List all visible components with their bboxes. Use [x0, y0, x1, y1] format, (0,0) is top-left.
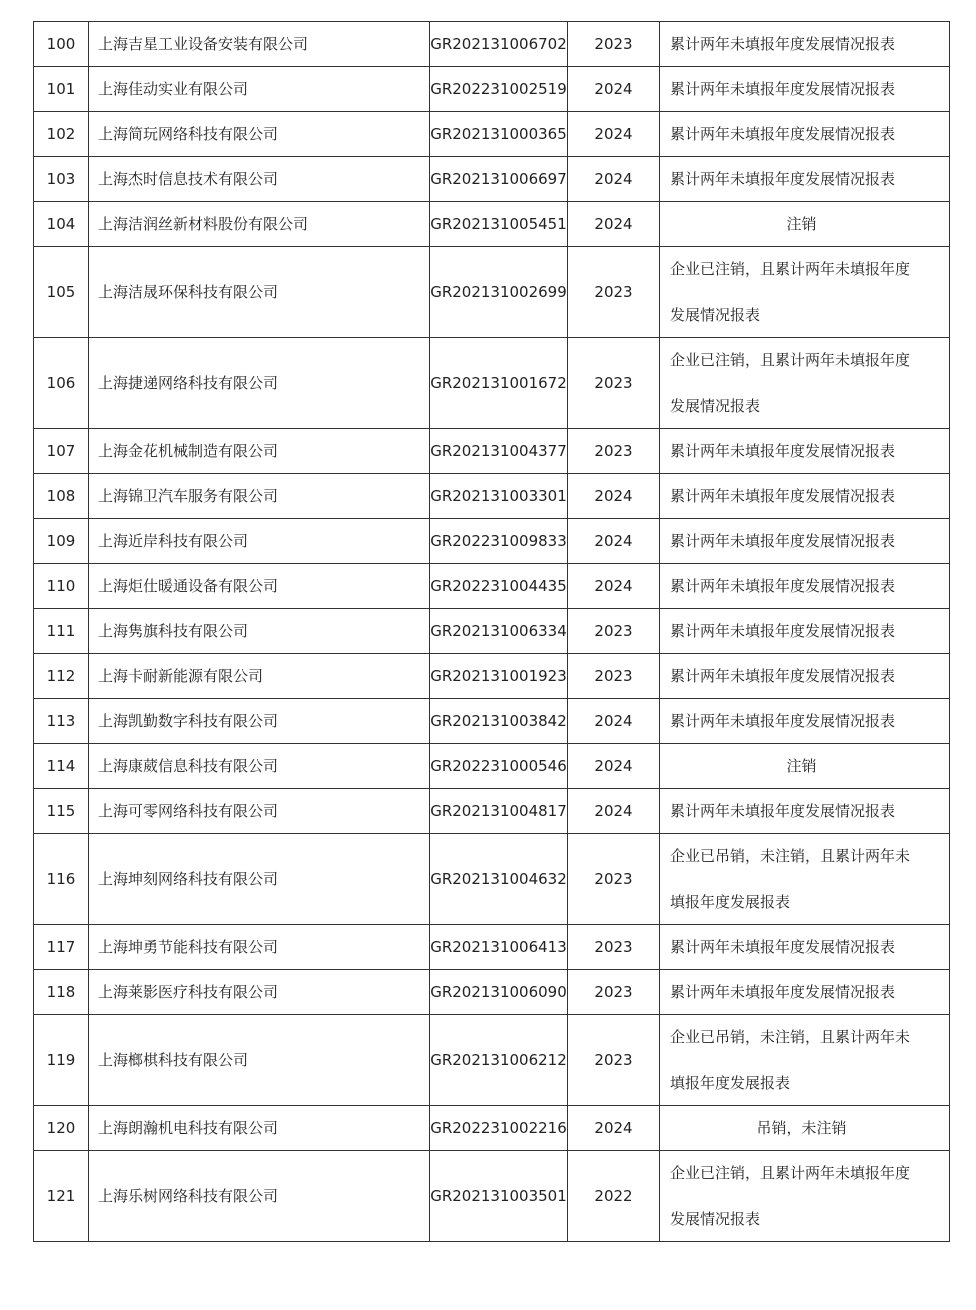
table-row	[34, 609, 950, 654]
row-number: 110	[34, 564, 89, 609]
status-line: 累计两年未填报年度发展情况报表	[670, 711, 896, 730]
status-line: 企业已吊销，未注销，且累计两年未	[670, 846, 911, 865]
company-name: 上海简玩网络科技有限公司	[89, 112, 430, 157]
year: 2024	[568, 744, 660, 789]
status-line: 吊销，未注销	[756, 1118, 847, 1137]
company-name: 上海佳动实业有限公司	[89, 67, 430, 112]
status-line: 发展情况报表	[670, 396, 761, 415]
row-number: 107	[34, 429, 89, 474]
year: 2024	[568, 1106, 660, 1151]
status-reason	[660, 970, 950, 1015]
certificate-number: GR202131004377	[430, 429, 568, 474]
year: 2022	[568, 1151, 660, 1242]
row-number: 118	[34, 970, 89, 1015]
table-row	[34, 699, 950, 744]
status-reason	[660, 247, 950, 338]
table-row	[34, 564, 950, 609]
table-row	[34, 157, 950, 202]
table-row	[34, 744, 950, 789]
company-name: 上海朗瀚机电科技有限公司	[89, 1106, 430, 1151]
table-body	[34, 22, 950, 1242]
status-reason	[660, 1151, 950, 1242]
certificate-number: GR202231000546	[430, 744, 568, 789]
status-line: 企业已吊销，未注销，且累计两年未	[670, 1027, 911, 1046]
certificate-number: GR202131004817	[430, 789, 568, 834]
certificate-number: GR202131006090	[430, 970, 568, 1015]
company-name: 上海坤刻网络科技有限公司	[89, 834, 430, 925]
certificate-number: GR202231004435	[430, 564, 568, 609]
company-name: 上海乐树网络科技有限公司	[89, 1151, 430, 1242]
company-name: 上海莱影医疗科技有限公司	[89, 970, 430, 1015]
year: 2024	[568, 474, 660, 519]
status-reason	[660, 834, 950, 925]
status-line: 累计两年未填报年度发展情况报表	[670, 666, 896, 685]
status-reason	[660, 338, 950, 429]
status-line: 累计两年未填报年度发展情况报表	[670, 79, 896, 98]
company-name: 上海可零网络科技有限公司	[89, 789, 430, 834]
year: 2024	[568, 112, 660, 157]
status-line: 累计两年未填报年度发展情况报表	[670, 441, 896, 460]
certificate-number: GR202131005451	[430, 202, 568, 247]
status-reason	[660, 112, 950, 157]
certificate-number: GR202131006697	[430, 157, 568, 202]
certificate-number: GR202131004632	[430, 834, 568, 925]
status-reason	[660, 519, 950, 564]
status-line: 累计两年未填报年度发展情况报表	[670, 34, 896, 53]
status-reason	[660, 744, 950, 789]
row-number: 111	[34, 609, 89, 654]
row-number: 113	[34, 699, 89, 744]
status-line: 累计两年未填报年度发展情况报表	[670, 486, 896, 505]
status-reason	[660, 1106, 950, 1151]
company-name: 上海康葳信息科技有限公司	[89, 744, 430, 789]
certificate-number: GR202131002699	[430, 247, 568, 338]
row-number: 120	[34, 1106, 89, 1151]
certificate-number: GR202131003842	[430, 699, 568, 744]
table-row	[34, 1151, 950, 1242]
year: 2023	[568, 654, 660, 699]
row-number: 101	[34, 67, 89, 112]
table-row	[34, 834, 950, 925]
certificate-number: GR202131003501	[430, 1151, 568, 1242]
status-line: 累计两年未填报年度发展情况报表	[670, 124, 896, 143]
year: 2023	[568, 1015, 660, 1106]
status-line: 注销	[786, 214, 817, 233]
status-line: 企业已注销，且累计两年未填报年度	[670, 1163, 911, 1182]
table-row	[34, 112, 950, 157]
status-line: 累计两年未填报年度发展情况报表	[670, 937, 896, 956]
row-number: 100	[34, 22, 89, 67]
status-line: 累计两年未填报年度发展情况报表	[670, 801, 896, 820]
document-page	[33, 21, 950, 1242]
year: 2024	[568, 564, 660, 609]
row-number: 102	[34, 112, 89, 157]
certificate-number: GR202131006334	[430, 609, 568, 654]
certificate-number: GR202131001923	[430, 654, 568, 699]
company-name: 上海金花机械制造有限公司	[89, 429, 430, 474]
row-number: 114	[34, 744, 89, 789]
table-row	[34, 925, 950, 970]
certificate-number: GR202131003301	[430, 474, 568, 519]
company-name: 上海卡耐新能源有限公司	[89, 654, 430, 699]
year: 2024	[568, 157, 660, 202]
row-number: 115	[34, 789, 89, 834]
row-number: 104	[34, 202, 89, 247]
status-line: 企业已注销，且累计两年未填报年度	[670, 350, 911, 369]
row-number: 105	[34, 247, 89, 338]
status-reason	[660, 699, 950, 744]
row-number: 108	[34, 474, 89, 519]
status-reason	[660, 789, 950, 834]
table-row	[34, 429, 950, 474]
table-row	[34, 247, 950, 338]
status-reason	[660, 925, 950, 970]
row-number: 112	[34, 654, 89, 699]
table-row	[34, 1015, 950, 1106]
certificate-number: GR202131001672	[430, 338, 568, 429]
table-row	[34, 654, 950, 699]
certificate-number: GR202131006413	[430, 925, 568, 970]
company-name: 上海吉星工业设备安装有限公司	[89, 22, 430, 67]
status-line: 填报年度发展报表	[670, 892, 791, 911]
year: 2023	[568, 247, 660, 338]
table-row	[34, 1106, 950, 1151]
status-reason	[660, 22, 950, 67]
company-name: 上海榔棋科技有限公司	[89, 1015, 430, 1106]
company-name: 上海炬仕暖通设备有限公司	[89, 564, 430, 609]
certificate-number: GR202131006702	[430, 22, 568, 67]
status-reason	[660, 202, 950, 247]
table-row	[34, 789, 950, 834]
year: 2023	[568, 429, 660, 474]
year: 2023	[568, 834, 660, 925]
company-name: 上海锦卫汽车服务有限公司	[89, 474, 430, 519]
year: 2023	[568, 925, 660, 970]
company-name: 上海杰时信息技术有限公司	[89, 157, 430, 202]
row-number: 103	[34, 157, 89, 202]
year: 2024	[568, 519, 660, 564]
table-row	[34, 67, 950, 112]
year: 2023	[568, 338, 660, 429]
certificate-number: GR202131000365	[430, 112, 568, 157]
row-number: 121	[34, 1151, 89, 1242]
year: 2024	[568, 202, 660, 247]
status-line: 企业已注销，且累计两年未填报年度	[670, 259, 911, 278]
year: 2023	[568, 22, 660, 67]
table-row	[34, 519, 950, 564]
certificate-number: GR202231002519	[430, 67, 568, 112]
status-line: 注销	[786, 756, 817, 775]
status-reason	[660, 564, 950, 609]
row-number: 109	[34, 519, 89, 564]
company-name: 上海捷递网络科技有限公司	[89, 338, 430, 429]
row-number: 119	[34, 1015, 89, 1106]
status-line: 累计两年未填报年度发展情况报表	[670, 982, 896, 1001]
company-name: 上海凯勤数字科技有限公司	[89, 699, 430, 744]
table-row	[34, 22, 950, 67]
year: 2023	[568, 609, 660, 654]
table-row	[34, 202, 950, 247]
certificate-number: GR202231009833	[430, 519, 568, 564]
company-name: 上海洁润丝新材料股份有限公司	[89, 202, 430, 247]
year: 2023	[568, 970, 660, 1015]
status-line: 填报年度发展报表	[670, 1073, 791, 1092]
year: 2024	[568, 699, 660, 744]
certificate-number: GR202231002216	[430, 1106, 568, 1151]
year: 2024	[568, 67, 660, 112]
status-reason	[660, 1015, 950, 1106]
certificate-number: GR202131006212	[430, 1015, 568, 1106]
status-line: 累计两年未填报年度发展情况报表	[670, 621, 896, 640]
status-line: 发展情况报表	[670, 1209, 761, 1228]
status-reason	[660, 157, 950, 202]
company-name: 上海坤勇节能科技有限公司	[89, 925, 430, 970]
status-line: 发展情况报表	[670, 305, 761, 324]
status-reason	[660, 474, 950, 519]
status-reason	[660, 609, 950, 654]
status-reason	[660, 67, 950, 112]
year: 2024	[568, 789, 660, 834]
company-name: 上海近岸科技有限公司	[89, 519, 430, 564]
status-line: 累计两年未填报年度发展情况报表	[670, 576, 896, 595]
status-reason	[660, 429, 950, 474]
company-name: 上海洁晟环保科技有限公司	[89, 247, 430, 338]
row-number: 106	[34, 338, 89, 429]
table-row	[34, 338, 950, 429]
row-number: 117	[34, 925, 89, 970]
status-line: 累计两年未填报年度发展情况报表	[670, 169, 896, 188]
table-row	[34, 970, 950, 1015]
status-line: 累计两年未填报年度发展情况报表	[670, 531, 896, 550]
status-reason	[660, 654, 950, 699]
table-row	[34, 474, 950, 519]
company-name: 上海隽旗科技有限公司	[89, 609, 430, 654]
row-number: 116	[34, 834, 89, 925]
enterprise-table	[33, 21, 950, 1242]
